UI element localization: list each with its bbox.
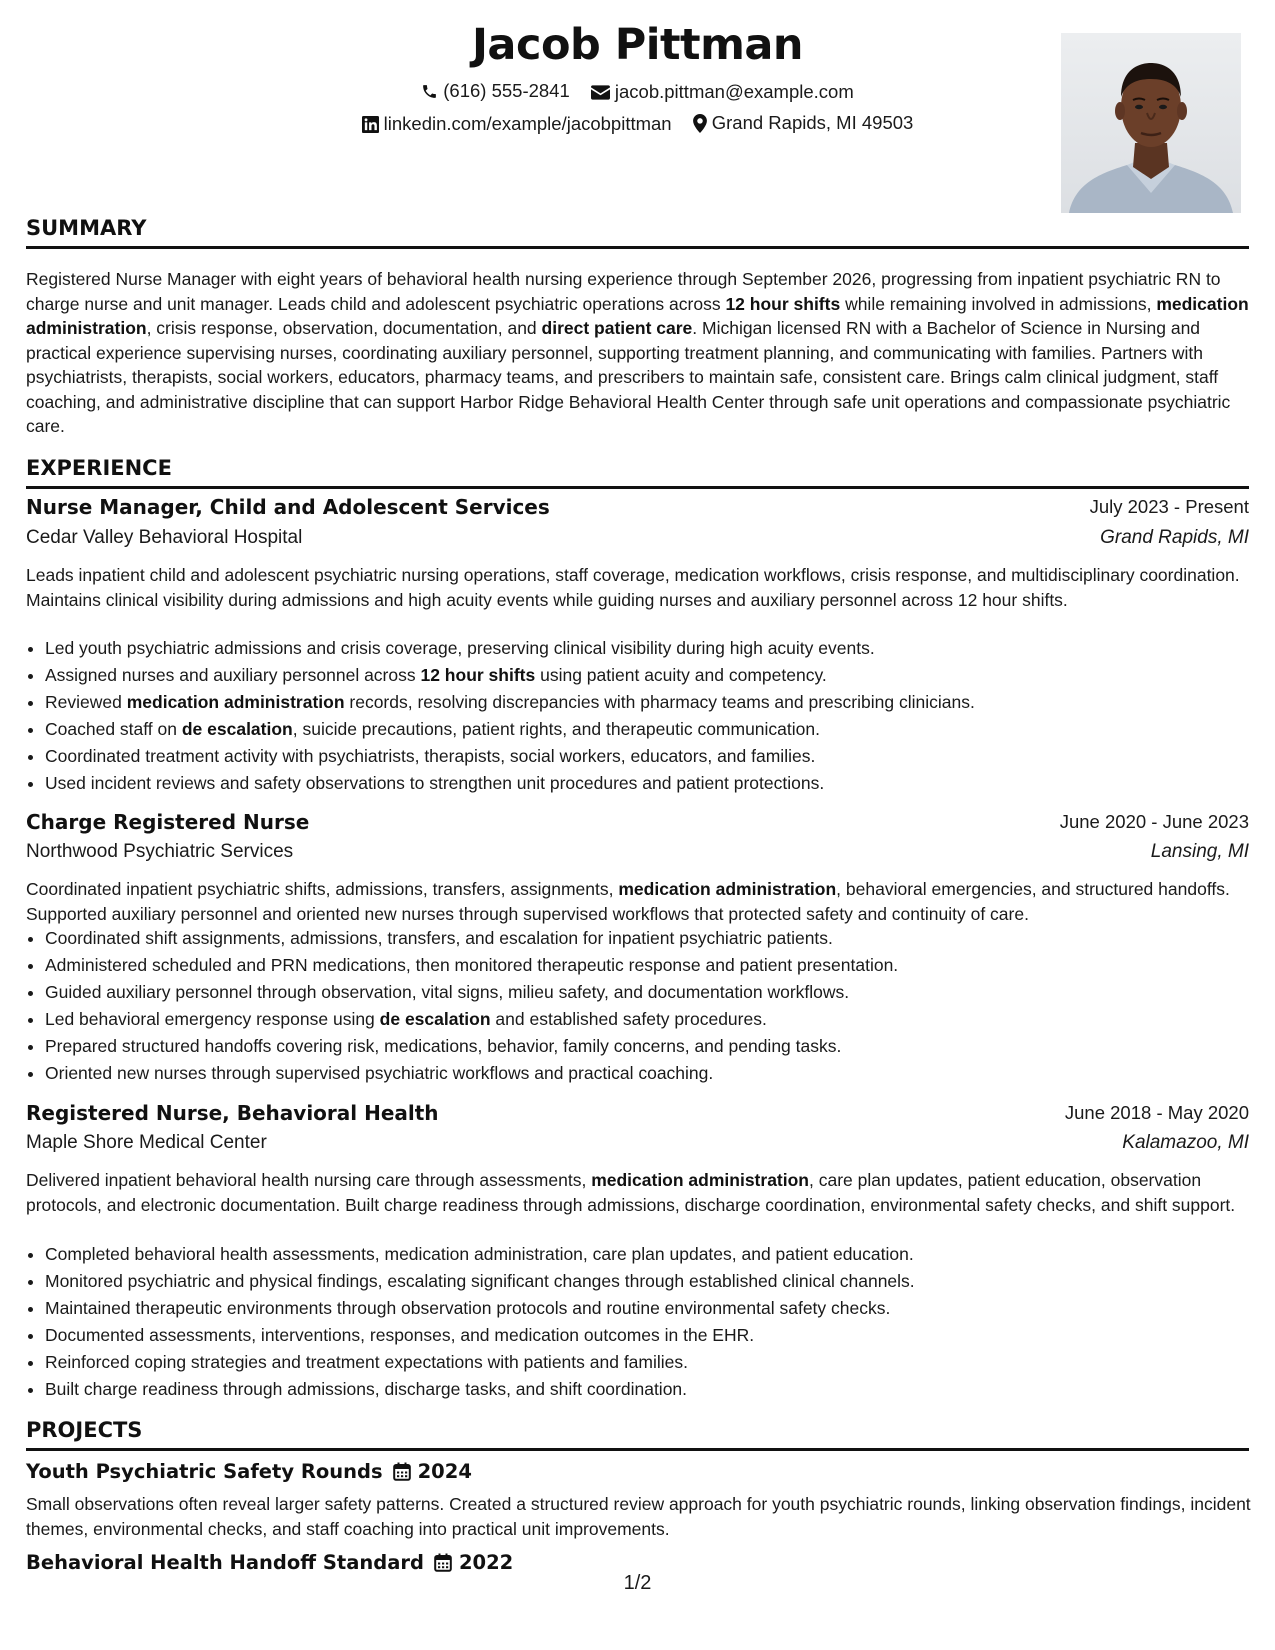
text-run: Reinforced coping strategies and treatment expectations with patients and families. — [45, 1352, 688, 1372]
phone-text: (616) 555-2841 — [443, 80, 570, 101]
linkedin-text: linkedin.com/example/jacobpittman — [383, 113, 672, 134]
bullet-item — [45, 716, 1270, 743]
email-contact[interactable] — [591, 81, 854, 103]
job-title: Charge Registered Nurse — [26, 810, 310, 834]
job-title: Registered Nurse, Behavioral Health — [26, 1101, 439, 1125]
calendar-icon — [434, 1553, 452, 1572]
projects-heading: PROJECTS — [26, 1418, 1249, 1451]
text-run: Documented assessments, interventions, responses, and medication outcomes in the EHR. — [45, 1325, 755, 1345]
map-pin-icon — [693, 114, 707, 133]
emphasis-text: 12 hour shifts — [725, 293, 841, 314]
summary-text — [26, 267, 1251, 439]
experience-heading: EXPERIENCE — [26, 456, 1249, 489]
project-year — [434, 1551, 513, 1574]
phone-contact[interactable] — [421, 80, 570, 102]
text-run: Built charge readiness through admissions, discharge tasks, and shift coordination. — [45, 1379, 688, 1399]
text-run: Coordinated inpatient psychiatric shifts, admissions, transfers, assignments, — [26, 879, 619, 899]
text-run: Reviewed — [45, 692, 127, 712]
project-year-text: 2024 — [417, 1460, 472, 1483]
text-run: Used incident reviews and safety observations to strengthen unit procedures and patient protections. — [45, 773, 825, 793]
text-run: and established safety procedures. — [490, 1009, 767, 1029]
project-year-text: 2022 — [458, 1551, 514, 1574]
text-run: Led youth psychiatric admissions and crisis coverage, preserving clinical visibility during high acuity events. — [45, 638, 875, 658]
bullet-item — [45, 689, 1270, 716]
job-company: Northwood Psychiatric Services — [26, 841, 294, 862]
text-run: , suicide precautions, patient rights, and therapeutic communication. — [292, 719, 820, 739]
candidate-name: Jacob Pittman — [471, 20, 804, 70]
project-title: Behavioral Health Handoff Standard — [26, 1551, 424, 1574]
text-run: Coordinated treatment activity with psychiatrists, therapists, social workers, educators, and families. — [45, 746, 816, 766]
phone-icon — [421, 83, 438, 100]
job-bullets — [26, 1241, 1270, 1403]
text-run: . Michigan licensed RN with a Bachelor of Science in Nursing and practical experience supervising nurses, coordinating auxiliary personnel, supporting treatment planning, and communicating with families. Partners with psychiatrists, therapists, social workers, educators, pharmacy teams, and prescribers to maintain safe, consistent care. Brings calm clinical judgment, staff coaching, and administrative discipline that can support Harbor Ridge Behavioral Health Center through safe unit operations and compassionate psychiatric care. — [26, 318, 1231, 436]
job-dates: July 2023 - Present — [1089, 496, 1249, 517]
text-run: , behavioral emergencies, and structured handoffs. Supported auxiliary personnel and oriented new nurses through supervised workflows that protected safety and continuity of care. — [26, 879, 1230, 924]
bullet-item — [45, 1006, 1270, 1033]
text-run: Delivered inpatient behavioral health nursing care through assessments, — [26, 1170, 592, 1190]
job-company: Cedar Valley Behavioral Hospital — [26, 527, 303, 548]
bullet-item — [45, 1241, 1270, 1268]
job-title: Nurse Manager, Child and Adolescent Services — [26, 495, 550, 519]
text-run: Maintained therapeutic environments through observation protocols and routine environmental safety checks. — [45, 1298, 891, 1318]
text-run: Completed behavioral health assessments, medication administration, care plan updates, and patient education. — [45, 1244, 914, 1264]
job-bullets — [26, 925, 1270, 1087]
text-run: Coordinated shift assignments, admissions, transfers, and escalation for inpatient psychiatric patients. — [45, 928, 833, 948]
bullet-item — [45, 925, 1270, 952]
bullet-item — [45, 635, 1270, 662]
emphasis-text: de escalation — [379, 1009, 491, 1029]
bullet-item — [45, 770, 1270, 797]
emphasis-text: 12 hour shifts — [420, 665, 536, 685]
job-description — [26, 877, 1251, 926]
project-title: Youth Psychiatric Safety Rounds — [26, 1460, 383, 1483]
emphasis-text: medication administration — [26, 293, 1249, 338]
profile-photo — [1061, 33, 1241, 213]
location-text: Grand Rapids, MI 49503 — [711, 112, 914, 133]
text-run: while remaining involved in admissions, — [840, 293, 1157, 314]
project-year — [393, 1460, 472, 1483]
bullet-item — [45, 952, 1270, 979]
text-run: Assigned nurses and auxiliary personnel across — [45, 665, 421, 685]
text-run: Registered Nurse Manager with eight years of behavioral health nursing experience through September 2026, progressing from inpatient psychiatric RN to charge nurse and unit manager. Leads child and adolescent psychiatric operations across — [26, 269, 1221, 314]
envelope-icon — [591, 85, 610, 100]
text-run: Led behavioral emergency response using — [45, 1009, 380, 1029]
job-bullets — [26, 635, 1270, 797]
job-dates: June 2020 - June 2023 — [1059, 811, 1249, 832]
emphasis-text: medication administration — [126, 692, 345, 712]
job-location: Grand Rapids, MI — [1100, 527, 1249, 548]
text-run: Coached staff on — [45, 719, 182, 739]
emphasis-text: de escalation — [181, 719, 293, 739]
linkedin-contact[interactable] — [362, 113, 672, 135]
bullet-item — [45, 1268, 1270, 1295]
emphasis-text: medication administration — [618, 879, 837, 899]
text-run: Monitored psychiatric and physical findings, escalating significant changes through established clinical channels. — [45, 1271, 915, 1291]
text-run: Leads inpatient child and adolescent psychiatric nursing operations, staff coverage, medication workflows, crisis response, and multidisciplinary coordination. Maintains clinical visibility during admissions and high acuity events while guiding nurses and auxiliary personnel across 12 hour shifts. — [26, 565, 1240, 610]
text-run: using patient acuity and competency. — [535, 665, 827, 685]
emphasis-text: medication administration — [591, 1170, 809, 1190]
text-run: Administered scheduled and PRN medications, then monitored therapeutic response and patient presentation. — [45, 955, 899, 975]
text-run: , care plan updates, patient education, observation protocols, and electronic documentation. Built charge readiness through admissions, discharge coordination, environmental safety checks, and shift support. — [26, 1170, 1236, 1215]
bullet-item — [45, 1322, 1270, 1349]
job-description — [26, 1168, 1251, 1217]
calendar-icon — [393, 1462, 411, 1481]
bullet-item — [45, 662, 1270, 689]
bullet-item — [45, 979, 1270, 1006]
text-run: Prepared structured handoffs covering risk, medications, behavior, family concerns, and pending tasks. — [45, 1036, 842, 1056]
job-description — [26, 563, 1251, 612]
bullet-item — [45, 1349, 1270, 1376]
job-location: Lansing, MI — [1150, 841, 1249, 862]
summary-heading: SUMMARY — [26, 216, 1249, 249]
portrait-image — [1061, 33, 1241, 213]
bullet-item — [45, 1376, 1270, 1403]
text-run: Oriented new nurses through supervised psychiatric workflows and practical coaching. — [45, 1063, 714, 1083]
project-title-row — [26, 1551, 513, 1574]
text-run: records, resolving discrepancies with pharmacy teams and prescribing clinicians. — [344, 692, 975, 712]
emphasis-text: direct patient care — [541, 318, 693, 338]
bullet-item — [45, 1033, 1270, 1060]
job-company: Maple Shore Medical Center — [26, 1132, 267, 1153]
text-run: , crisis response, observation, documentation, and — [146, 318, 542, 338]
text-run: Guided auxiliary personnel through observation, vital signs, milieu safety, and documentation workflows. — [45, 982, 850, 1002]
job-location: Kalamazoo, MI — [1122, 1132, 1249, 1153]
job-dates: June 2018 - May 2020 — [1064, 1102, 1249, 1123]
bullet-item — [45, 743, 1270, 770]
page-number: 1/2 — [623, 1572, 652, 1594]
bullet-item — [45, 1295, 1270, 1322]
linkedin-icon — [362, 116, 379, 133]
project-title-row — [26, 1460, 472, 1483]
location-contact — [693, 112, 914, 134]
project-description: Small observations often reveal larger safety patterns. Created a structured review approach for youth psychiatric rounds, linking observation findings, incident themes, environmental checks, and staff coaching into practical unit improvements. — [26, 1494, 1251, 1539]
bullet-item — [45, 1060, 1270, 1087]
email-text: jacob.pittman@example.com — [614, 81, 854, 102]
